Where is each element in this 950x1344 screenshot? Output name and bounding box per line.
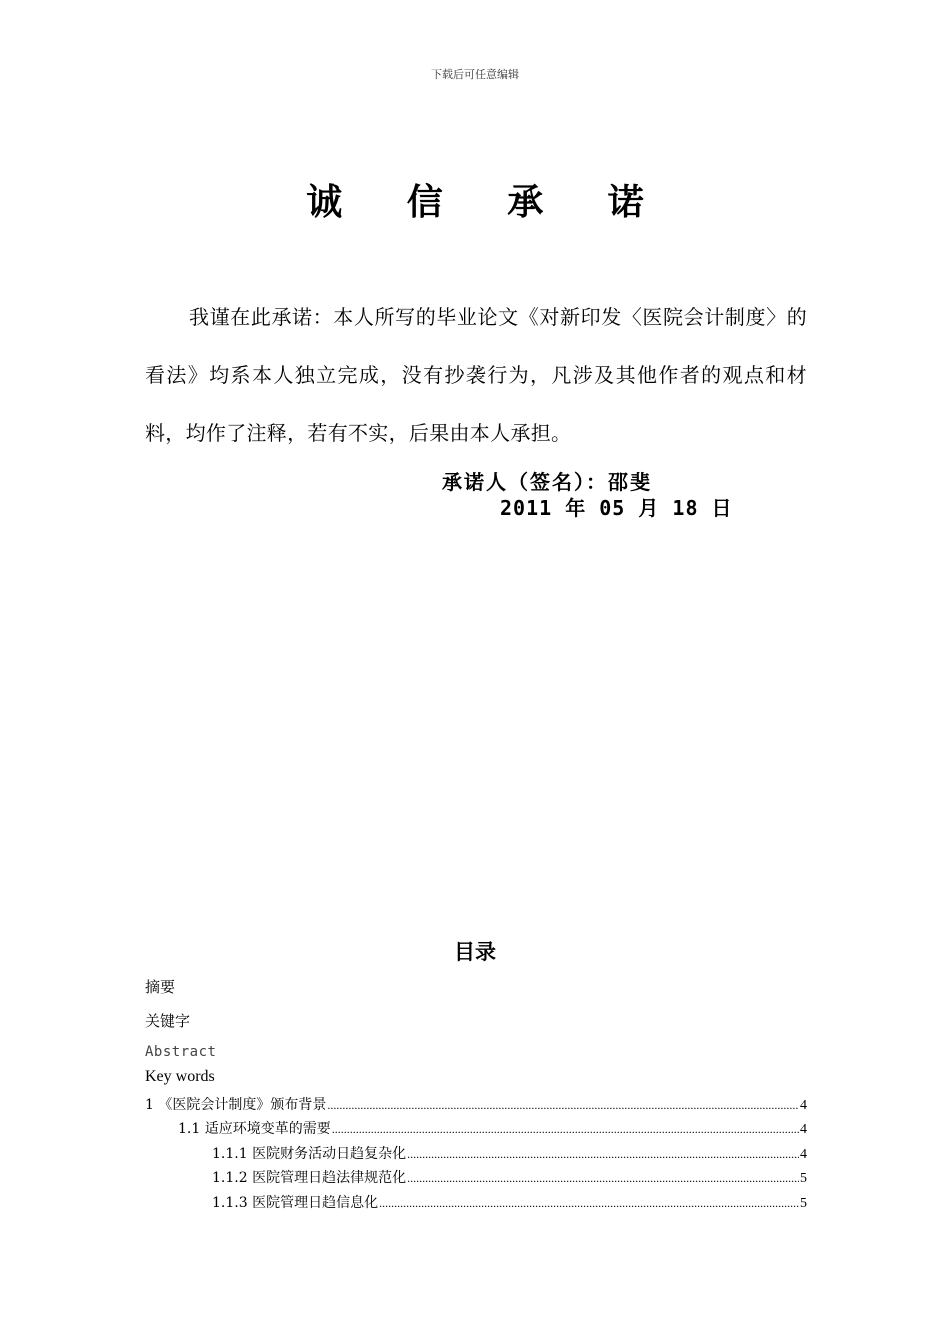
toc-entry-page: 5 xyxy=(800,1171,807,1186)
toc-entry-1-1[interactable] xyxy=(178,1118,807,1138)
toc-entry-1[interactable] xyxy=(145,1094,807,1114)
toc-abstract-en[interactable]: Abstract xyxy=(145,1044,217,1060)
toc-title: 目录 xyxy=(454,940,496,964)
header-note: 下载后可任意编辑 xyxy=(431,68,519,81)
toc-entry-1-1-2[interactable] xyxy=(212,1167,807,1187)
toc-entry-page: 4 xyxy=(800,1098,807,1113)
toc-keywords-en[interactable]: Key words xyxy=(145,1068,215,1085)
toc-entry-label: 1.1.2 医院管理日趋法律规范化 xyxy=(212,1170,407,1186)
toc-entry-1-1-1[interactable] xyxy=(212,1143,807,1163)
toc-keywords-cn[interactable]: 关键字 xyxy=(145,1012,191,1030)
toc-leader-dots xyxy=(407,1147,799,1162)
toc-leader-dots xyxy=(332,1122,799,1137)
toc-leader-dots xyxy=(379,1196,799,1211)
toc-leader-dots xyxy=(407,1171,799,1186)
toc-entry-page: 4 xyxy=(800,1147,807,1162)
toc-entry-label: 1.1.1 医院财务活动日趋复杂化 xyxy=(212,1146,407,1162)
toc-entry-page: 4 xyxy=(800,1122,807,1137)
signature-date: 2011 年 05 月 18 日 xyxy=(500,496,733,520)
pledge-paragraph: 我谨在此承诺：本人所写的毕业论文《对新印发〈医院会计制度〉的看法》均系本人独立完成，没有抄袭行为，凡涉及其他作者的观点和材料，均作了注释，若有不实，后果由本人承担。 xyxy=(145,305,807,445)
toc-entry-label: 1.1 适应环境变革的需要 xyxy=(178,1121,331,1137)
toc-entry-1-1-3[interactable] xyxy=(212,1192,807,1212)
toc-entry-page: 5 xyxy=(800,1196,807,1211)
toc-leader-dots xyxy=(327,1098,799,1113)
signature-line: 承诺人（签名）：邵斐 xyxy=(442,470,652,494)
toc-entry-label: 1 《医院会计制度》颁布背景 xyxy=(145,1097,327,1113)
toc-entry-label: 1.1.3 医院管理日趋信息化 xyxy=(212,1195,379,1211)
toc-abstract-cn[interactable]: 摘要 xyxy=(145,978,176,996)
page-title: 诚 信 承 诺 xyxy=(306,181,670,223)
